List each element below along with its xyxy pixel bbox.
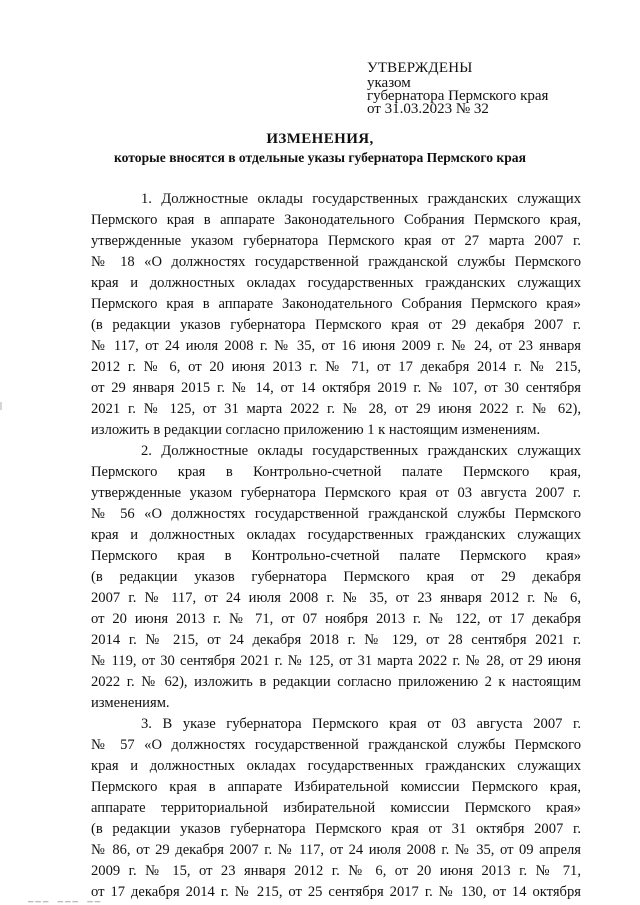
text-line: края и должностных окладах государственных гражданских служащих — [91, 527, 581, 543]
text-line: 2022 г. № 62), изложить в редакции согласно приложению 2 к настоящим — [91, 674, 581, 690]
text-line: № 117, от 24 июля 2008 г. № 35, от 16 июня 2009 г. № 24, от 23 января — [91, 338, 581, 354]
text-line: 2. Должностные оклады государственных гражданских служащих — [141, 443, 581, 459]
text-line: Пермского края в аппарате Законодательного Собрания Пермского края, — [91, 212, 581, 228]
text-line: № 119, от 30 сентября 2021 г. № 125, от 31 марта 2022 г. № 28, от 29 июня — [91, 653, 581, 669]
approval-line-governor: губернатора Пермского края — [367, 88, 549, 104]
text-line: (в редакции указов губернатора Пермского края от 31 октября 2007 г. — [91, 821, 581, 837]
approval-stamp — [367, 60, 617, 116]
text-line: изложить в редакции согласно приложению 1 к настоящим изменениям. — [91, 422, 541, 438]
approval-line-decree: указом — [367, 75, 411, 91]
text-line: № 86, от 29 декабря 2007 г. № 117, от 24 июля 2008 г. № 35, от 09 апреля — [91, 842, 581, 858]
text-line: от 29 января 2015 г. № 14, от 14 октября 2019 г. № 107, от 30 сентября — [91, 380, 581, 396]
document-body — [91, 189, 581, 903]
text-line: № 57 «О должностях государственной гражданской службы Пермского — [91, 737, 581, 753]
text-line: 2021 г. № 125, от 31 марта 2022 г. № 28, от 29 июня 2022 г. № 62), — [91, 401, 581, 417]
text-line: 3. В указе губернатора Пермского края от 03 августа 2007 г. — [141, 716, 581, 732]
text-line: 2009 г. № 15, от 23 января 2012 г. № 6, от 20 июня 2013 г. № 71, — [91, 863, 581, 879]
text-line: края и должностных окладах государственных гражданских служащих — [91, 758, 581, 774]
text-line: 2007 г. № 117, от 24 июля 2008 г. № 35, от 23 января 2012 г. № 6, — [91, 590, 581, 606]
text-line: 2014 г. № 215, от 24 декабря 2018 г. № 129, от 28 сентября 2021 г. — [91, 632, 581, 648]
text-line: края и должностных окладах государственных гражданских служащих — [91, 275, 581, 291]
text-line: утвержденные указом губернатора Пермского края от 03 августа 2007 г. — [91, 485, 581, 501]
text-line: 2012 г. № 6, от 20 июня 2013 г. № 71, от 17 декабря 2014 г. № 215, — [91, 359, 581, 375]
text-line: от 17 декабря 2014 г. № 215, от 25 сентября 2017 г. № 130, от 14 октября — [91, 884, 581, 900]
text-line: № 56 «О должностях государственной гражданской службы Пермского — [91, 506, 581, 522]
text-line: изменениям. — [91, 695, 170, 711]
document-title: ИЗМЕНЕНИЯ, — [266, 131, 374, 147]
text-line: Пермского края в аппарате Избирательной комиссии Пермского края, — [91, 779, 581, 795]
document-subtitle: которые вносятся в отдельные указы губернатора Пермского края — [114, 150, 526, 165]
scan-footer-artifact: ▁▁▁ ▁▁▁ ▁▁ — [28, 893, 103, 903]
text-line: (в редакции указов губернатора Пермского края от 29 декабря — [91, 569, 581, 585]
text-line: Пермского края в Контрольно-счетной палате Пермского края, — [91, 464, 581, 480]
approval-heading: УТВЕРЖДЕНЫ — [367, 60, 473, 76]
text-line: № 18 «О должностях государственной гражданской службы Пермского — [91, 254, 581, 270]
text-line: 1. Должностные оклады государственных гражданских служащих — [141, 191, 581, 207]
text-line: (в редакции указов губернатора Пермского края от 29 декабря 2007 г. — [91, 317, 581, 333]
text-line: аппарате территориальной избирательной комиссии Пермского края» — [91, 800, 581, 816]
text-line: Пермского края в Контрольно-счетной палате Пермского края» — [91, 548, 581, 564]
text-line: утвержденные указом губернатора Пермского края от 27 марта 2007 г. — [91, 233, 581, 249]
scan-margin-mark — [0, 402, 2, 410]
text-line: Пермского края в аппарате Законодательного Собрания Пермского края» — [91, 296, 581, 312]
approval-line-date: от 31.03.2023 № 32 — [367, 101, 489, 117]
text-line: от 20 июня 2013 г. № 71, от 07 ноября 2013 г. № 122, от 17 декабря — [91, 611, 581, 627]
